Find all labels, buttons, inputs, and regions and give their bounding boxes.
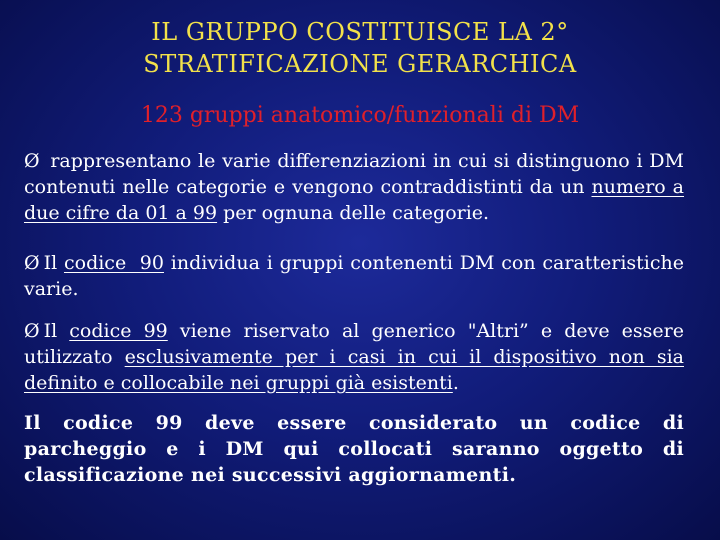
paragraph-3-underlined-b: esclusivamente per i casi in cui il dispositivo non sia definito e collocabile nei gruppi già esistenti (24, 346, 684, 394)
paragraph-2-text-a: Il (43, 252, 64, 274)
paragraph-1-underlined: numero a due cifre da 01 a 99 (24, 176, 685, 224)
paragraph-3-text-b: viene riservato al generico "Altri” e deve essere utilizzato (24, 320, 684, 368)
paragraph-4: Il codice 99 deve essere considerato un codice di parcheggio e i DM qui collocati saranno oggetto di classificazione nei successivi aggiornamenti. (24, 412, 684, 486)
bullet-arrow-icon: Ø (24, 150, 40, 172)
bullet-arrow-icon: Ø (24, 252, 40, 274)
paragraph-3-text-c: . (452, 372, 459, 394)
paragraph-3-text-a: Il (43, 320, 70, 342)
slide-title-line-1: IL GRUPPO COSTITUISCE LA 2° (151, 18, 569, 46)
paragraph-2 (24, 250, 684, 302)
paragraph-1-text-a: rappresentano le varie differenziazioni in cui si distinguono i DM contenuti nelle categorie e vengono contraddistinti da un (24, 150, 684, 198)
slide-title-line-2: STRATIFICAZIONE GERARCHICA (143, 50, 577, 78)
paragraph-3 (24, 318, 684, 396)
paragraph-1-text-b: per ognuna delle categorie. (217, 202, 490, 224)
slide-title (0, 16, 720, 80)
paragraph-1 (24, 148, 684, 226)
paragraph-3-underlined-a: codice 99 (69, 320, 168, 342)
paragraph-2-text-b: individua i gruppi contenenti DM con caratteristiche varie. (24, 252, 684, 300)
slide-subtitle: 123 gruppi anatomico/funzionali di DM (140, 103, 580, 128)
paragraph-2-underlined: codice 90 (63, 252, 164, 274)
bullet-arrow-icon: Ø (24, 320, 40, 342)
